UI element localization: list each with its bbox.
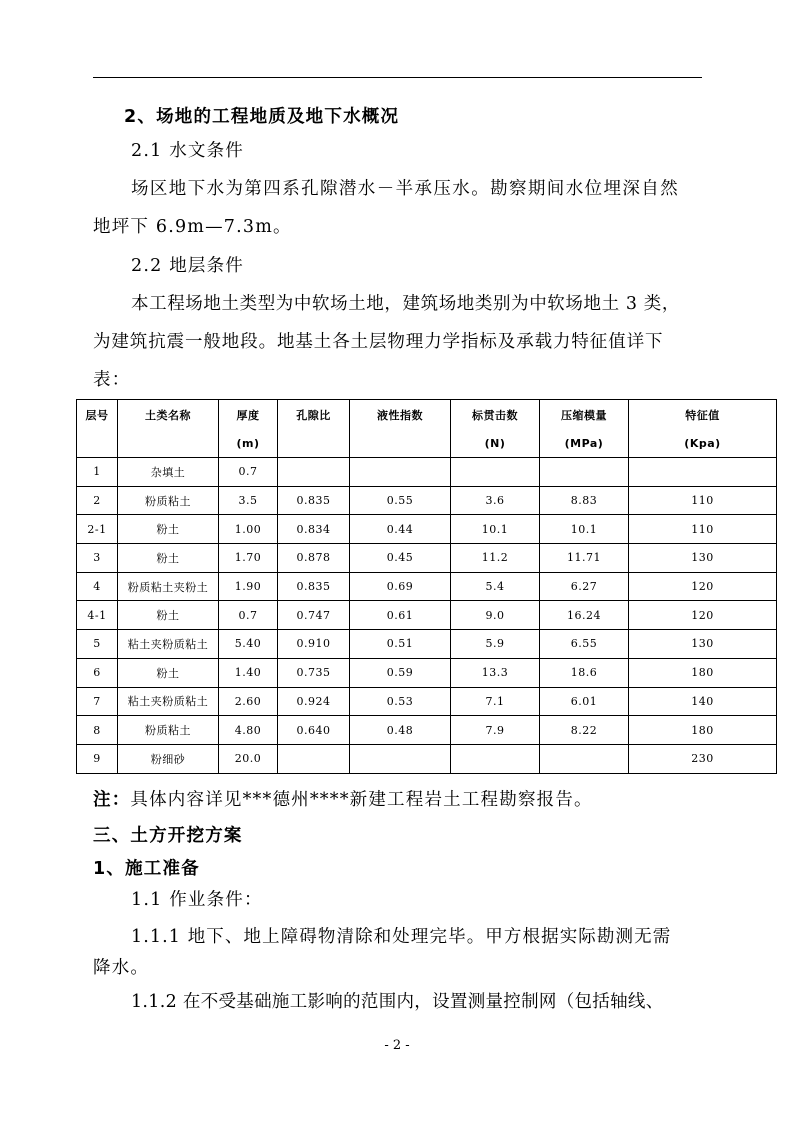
paragraph-2-2-line-1: 本工程场地土类型为中软场土地，建筑场地类别为中软场地土 3 类，	[131, 294, 680, 314]
cell-compression-modulus: 11.71	[540, 544, 629, 573]
cell-characteristic-value: 130	[629, 630, 777, 659]
paragraph-2-2-line-3: 表：	[93, 370, 131, 390]
cell-soil-name: 粉土	[118, 515, 219, 544]
cell-liquidity-index: 0.55	[350, 486, 451, 515]
table-row	[77, 515, 777, 544]
cell-characteristic-value: 130	[629, 544, 777, 573]
paragraph-2-2-line-2: 为建筑抗震一般地段。地基土各土层物理力学指标及承载力特征值详下	[93, 332, 664, 352]
unit-soil-name	[118, 429, 219, 458]
cell-spt-blows: 5.9	[451, 630, 540, 659]
cell-spt-blows	[451, 744, 540, 773]
table-row	[77, 458, 777, 487]
cell-void-ratio: 0.834	[278, 515, 350, 544]
cell-liquidity-index: 0.69	[350, 572, 451, 601]
cell-layer-no: 8	[77, 716, 118, 745]
cell-thickness: 1.40	[219, 658, 278, 687]
cell-compression-modulus: 8.22	[540, 716, 629, 745]
paragraph-1-1-1-line-1: 1.1.1 地下、地上障碍物清除和处理完毕。甲方根据实际勘测无需	[131, 927, 672, 947]
paragraph-2-1-line-1: 场区地下水为第四系孔隙潜水－半承压水。勘察期间水位埋深自然	[131, 179, 680, 199]
cell-void-ratio: 0.835	[278, 572, 350, 601]
cell-characteristic-value: 180	[629, 716, 777, 745]
table-row	[77, 572, 777, 601]
cell-layer-no: 3	[77, 544, 118, 573]
table-body	[77, 458, 777, 774]
cell-thickness: 3.5	[219, 486, 278, 515]
cell-layer-no: 2-1	[77, 515, 118, 544]
cell-compression-modulus: 6.55	[540, 630, 629, 659]
table-row	[77, 544, 777, 573]
cell-liquidity-index: 0.61	[350, 601, 451, 630]
cell-void-ratio: 0.747	[278, 601, 350, 630]
unit-compression-modulus: (MPa)	[540, 429, 629, 458]
cell-compression-modulus: 18.6	[540, 658, 629, 687]
cell-spt-blows: 13.3	[451, 658, 540, 687]
table-header-row	[77, 400, 777, 430]
cell-compression-modulus: 6.27	[540, 572, 629, 601]
soil-layer-table	[76, 399, 777, 774]
cell-thickness: 2.60	[219, 687, 278, 716]
cell-void-ratio: 0.735	[278, 658, 350, 687]
header-rule	[93, 77, 702, 78]
cell-spt-blows: 7.9	[451, 716, 540, 745]
paragraph-1-1-2-line-1: 1.1.2 在不受基础施工影响的范围内，设置测量控制网（包括轴线、	[131, 992, 664, 1012]
cell-soil-name: 杂填土	[118, 458, 219, 487]
cell-soil-name: 粉细砂	[118, 744, 219, 773]
cell-layer-no: 5	[77, 630, 118, 659]
cell-characteristic-value: 230	[629, 744, 777, 773]
table-row	[77, 687, 777, 716]
unit-void-ratio	[278, 429, 350, 458]
table-unit-row	[77, 429, 777, 458]
cell-spt-blows	[451, 458, 540, 487]
cell-spt-blows: 7.1	[451, 687, 540, 716]
cell-spt-blows: 3.6	[451, 486, 540, 515]
header-thickness: 厚度	[219, 400, 278, 430]
unit-characteristic-value: (Kpa)	[629, 429, 777, 458]
note	[93, 789, 593, 811]
note-text: 具体内容详见***德州****新建工程岩土工程勘察报告。	[130, 790, 593, 810]
cell-thickness: 5.40	[219, 630, 278, 659]
cell-liquidity-index: 0.53	[350, 687, 451, 716]
cell-compression-modulus: 6.01	[540, 687, 629, 716]
cell-compression-modulus	[540, 744, 629, 773]
table-row	[77, 601, 777, 630]
cell-void-ratio: 0.910	[278, 630, 350, 659]
cell-thickness: 20.0	[219, 744, 278, 773]
cell-soil-name: 粉土	[118, 658, 219, 687]
unit-spt-blows: (N)	[451, 429, 540, 458]
cell-layer-no: 4	[77, 572, 118, 601]
cell-liquidity-index: 0.48	[350, 716, 451, 745]
cell-spt-blows: 5.4	[451, 572, 540, 601]
cell-liquidity-index: 0.44	[350, 515, 451, 544]
cell-thickness: 1.90	[219, 572, 278, 601]
heading-3: 三、土方开挖方案	[93, 826, 243, 846]
cell-characteristic-value: 110	[629, 515, 777, 544]
unit-liquidity-index	[350, 429, 451, 458]
cell-soil-name: 粉质粘土	[118, 486, 219, 515]
cell-layer-no: 1	[77, 458, 118, 487]
subheading-1-1: 1.1 作业条件：	[131, 890, 263, 910]
table-row	[77, 744, 777, 773]
paragraph-1-1-1-line-2: 降水。	[93, 958, 150, 978]
cell-void-ratio: 0.835	[278, 486, 350, 515]
cell-soil-name: 粉土	[118, 601, 219, 630]
heading-3-1: 1、施工准备	[93, 859, 200, 879]
cell-compression-modulus: 16.24	[540, 601, 629, 630]
cell-spt-blows: 11.2	[451, 544, 540, 573]
cell-characteristic-value: 120	[629, 572, 777, 601]
cell-layer-no: 7	[77, 687, 118, 716]
cell-liquidity-index	[350, 744, 451, 773]
header-layer-no: 层号	[77, 400, 118, 430]
header-compression-modulus: 压缩模量	[540, 400, 629, 430]
table-row	[77, 658, 777, 687]
header-liquidity-index: 液性指数	[350, 400, 451, 430]
cell-liquidity-index: 0.51	[350, 630, 451, 659]
cell-thickness: 0.7	[219, 601, 278, 630]
cell-void-ratio	[278, 458, 350, 487]
cell-liquidity-index	[350, 458, 451, 487]
cell-thickness: 1.00	[219, 515, 278, 544]
table-row	[77, 630, 777, 659]
subheading-2-1: 2.1 水文条件	[131, 141, 244, 161]
note-label: 注：	[93, 790, 131, 810]
cell-characteristic-value: 120	[629, 601, 777, 630]
paragraph-2-1-line-2: 地坪下 6.9m—7.3m。	[93, 217, 292, 237]
header-void-ratio: 孔隙比	[278, 400, 350, 430]
cell-layer-no: 2	[77, 486, 118, 515]
cell-void-ratio: 0.640	[278, 716, 350, 745]
cell-soil-name: 粉质粘土	[118, 716, 219, 745]
cell-layer-no: 9	[77, 744, 118, 773]
subheading-2-2: 2.2 地层条件	[131, 256, 244, 276]
header-soil-name: 土类名称	[118, 400, 219, 430]
page-number: - 2 -	[384, 1038, 410, 1053]
cell-liquidity-index: 0.45	[350, 544, 451, 573]
cell-characteristic-value: 140	[629, 687, 777, 716]
header-spt-blows: 标贯击数	[451, 400, 540, 430]
heading-2: 2、场地的工程地质及地下水概况	[124, 107, 400, 127]
cell-thickness: 4.80	[219, 716, 278, 745]
cell-thickness: 0.7	[219, 458, 278, 487]
cell-soil-name: 粘土夹粉质粘土	[118, 687, 219, 716]
cell-compression-modulus: 10.1	[540, 515, 629, 544]
cell-characteristic-value	[629, 458, 777, 487]
cell-spt-blows: 9.0	[451, 601, 540, 630]
cell-void-ratio: 0.878	[278, 544, 350, 573]
cell-soil-name: 粉质粘土夹粉土	[118, 572, 219, 601]
cell-void-ratio	[278, 744, 350, 773]
table-row	[77, 716, 777, 745]
cell-void-ratio: 0.924	[278, 687, 350, 716]
cell-thickness: 1.70	[219, 544, 278, 573]
cell-layer-no: 4-1	[77, 601, 118, 630]
cell-compression-modulus: 8.83	[540, 486, 629, 515]
unit-thickness: (m)	[219, 429, 278, 458]
cell-characteristic-value: 110	[629, 486, 777, 515]
cell-spt-blows: 10.1	[451, 515, 540, 544]
table-row	[77, 486, 777, 515]
cell-characteristic-value: 180	[629, 658, 777, 687]
cell-liquidity-index: 0.59	[350, 658, 451, 687]
header-characteristic-value: 特征值	[629, 400, 777, 430]
cell-soil-name: 粉土	[118, 544, 219, 573]
cell-compression-modulus	[540, 458, 629, 487]
unit-layer-no	[77, 429, 118, 458]
cell-soil-name: 粘土夹粉质粘土	[118, 630, 219, 659]
cell-layer-no: 6	[77, 658, 118, 687]
